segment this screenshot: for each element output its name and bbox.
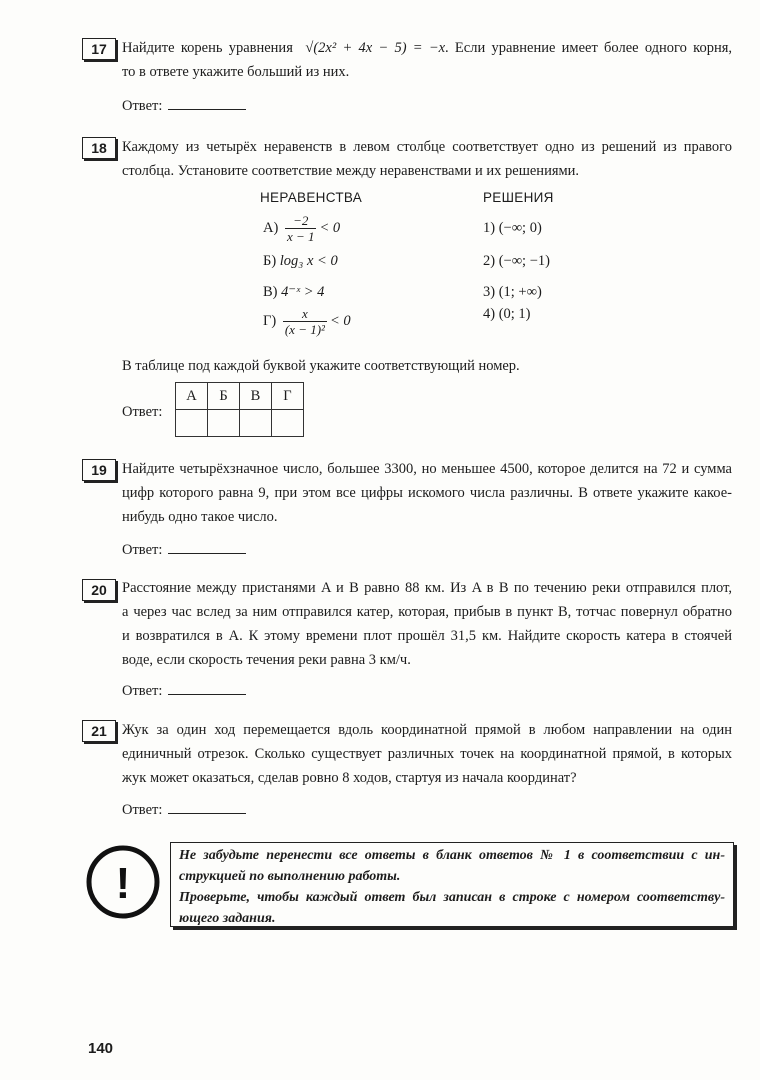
solutions-header: РЕШЕНИЯ (483, 190, 554, 205)
task-20-line3: и возвратился в A. К этому времени плот прошёл 31,5 км. Найдите скорость катера в стоячей (122, 628, 732, 644)
exclamation-icon (84, 843, 162, 921)
task-20-line1: Расстояние между пристанями A и B равно 88 км. Из A в B по течению реки отправился плот, (122, 580, 732, 596)
task-17-line2: то в ответе укажите больший из них. (122, 64, 350, 80)
notice-box (170, 842, 734, 927)
task-21-line1: Жук за один ход перемещается вдоль координатной прямой в любом направлении на один (122, 722, 732, 738)
answer-cell-g[interactable] (272, 410, 304, 437)
notice-line4: ющего задания. (179, 911, 276, 926)
task-18-answer-label: Ответ: (122, 404, 163, 420)
inequalities-header: НЕРАВЕНСТВА (260, 190, 363, 205)
solution-3: 3) (1; +∞) (483, 284, 542, 300)
task-18-number: 18 (82, 137, 116, 159)
task-20-line4: воде, если скорость течения реки равна 3 км/ч. (122, 652, 411, 668)
answer-cell-b[interactable] (208, 410, 240, 437)
task-19-answer: Ответ: (122, 541, 246, 559)
task-17-answer: Ответ: (122, 97, 246, 115)
exclamation-mark: ! (115, 859, 131, 908)
task-21-line2: единичный отрезок. Сколько существует различных точек на координатной прямой, в которых (122, 746, 732, 762)
inequality-a-fraction: $\frac{-2}{x - 1}$ (286, 213, 315, 244)
task-18-text (122, 135, 732, 183)
task-17-line1: Найдите корень уравнения √(2x² + 4x − 5) = −x. Если уравнение имеет более одного корня, (122, 40, 732, 56)
task-18-line2: столбца. Установите соответствие между неравенствами и их решениями. (122, 163, 580, 179)
answer-table-header-b: Б (208, 383, 240, 410)
inequality-d: Г) $\frac{x}{\text{(x − 1)²}}$ < 0 (263, 306, 351, 337)
inequality-d-fraction: $\frac{x}{\text{(x − 1)²}}$ (284, 306, 325, 337)
inequality-a: А) $\frac{-2}{x - 1}$ < 0 (263, 213, 341, 244)
solution-4: 4) (0; 1) (483, 306, 531, 322)
task-17-number: 17 (82, 38, 116, 60)
task-18-answer-table (175, 382, 304, 437)
task-19-line2: цифр которого равна 9, при этом все цифры искомого числа различны. В ответе укажите какое- (122, 485, 732, 501)
task-20-text (122, 576, 732, 672)
task-17-text (122, 36, 732, 84)
task-21-text (122, 718, 732, 790)
task-19-text (122, 457, 732, 529)
page-number: 140 (88, 1040, 114, 1057)
task-20-answer: Ответ: (122, 682, 246, 700)
notice-line1: Не забудьте перенести все ответы в бланк ответов № 1 в соответствии с ин- (179, 848, 725, 863)
notice-line3: Проверьте, чтобы каждый ответ был записан в строке с номером соответству- (179, 890, 725, 905)
task-20-line2: а через час вслед за ним отправился катер, которая, прибыв в пункт B, тотчас повернул обратно (122, 604, 732, 620)
task-21-number: 21 (82, 720, 116, 742)
inequality-c: В) 4⁻ˣ > 4 (263, 284, 325, 300)
task-17-equation: √(2x² + 4x − 5) = −x (305, 40, 446, 56)
task-18-line1: Каждому из четырёх неравенств в левом столбце соответствует одно из решений из правого (122, 139, 732, 155)
solution-2: 2) (−∞; −1) (483, 253, 550, 269)
task-19-number: 19 (82, 459, 116, 481)
task-17-answer-field[interactable] (168, 97, 246, 110)
solution-1: 1) (−∞; 0) (483, 220, 542, 236)
task-19-line1: Найдите четырёхзначное число, большее 3300, но меньшее 4500, которое делится на 72 и сумма (122, 461, 732, 477)
task-20-number: 20 (82, 579, 116, 601)
task-21-answer: Ответ: (122, 801, 246, 819)
answer-cell-v[interactable] (240, 410, 272, 437)
task-21-line3: жук может оказаться, сделав ровно 8 ходов, стартуя из начала координат? (122, 770, 577, 786)
task-20-answer-field[interactable] (168, 682, 246, 695)
task-19-answer-field[interactable] (168, 541, 246, 554)
answer-cell-a[interactable] (176, 410, 208, 437)
answer-table-header-g: Г (272, 383, 304, 410)
inequality-b: Б) log₃ x < 0 (263, 253, 338, 269)
task-19-line3: нибудь одно такое число. (122, 509, 278, 525)
notice-line2: струкцией по выполнению работы. (179, 869, 401, 884)
answer-table-header-a: А (176, 383, 208, 410)
answer-table-header-v: В (240, 383, 272, 410)
task-18-instruction: В таблице под каждой буквой укажите соответствующий номер. (122, 358, 520, 374)
task-21-answer-field[interactable] (168, 801, 246, 814)
